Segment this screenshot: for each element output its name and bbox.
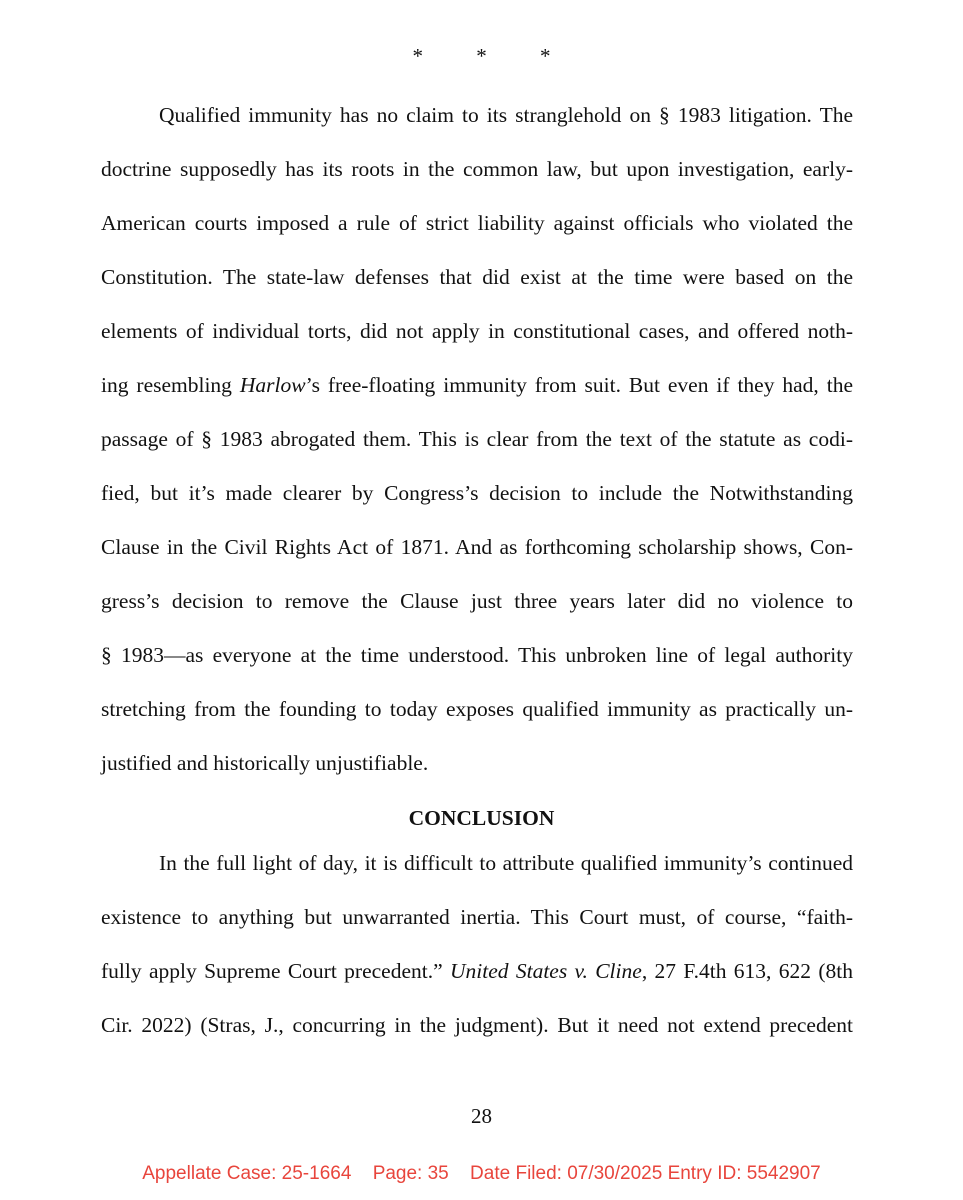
text-span: ’s free-floating immunity from suit. But even if they had, the <box>305 373 853 397</box>
case-name-harlow: Harlow <box>239 373 306 397</box>
section-heading: CONCLUSION <box>408 806 555 830</box>
text-line: Constitution. The state-law defenses that did exist at the time were based on the <box>101 265 853 289</box>
filing-page-number: Page: 35 <box>372 1163 449 1184</box>
text-line: stretching from the founding to today exposes qualified immunity as practically un- <box>101 697 853 721</box>
case-citation: United States v. Cline <box>449 959 642 983</box>
text-line: In the full light of day, it is difficult to attribute qualified immunity’s continued <box>159 851 853 875</box>
page-number: 28 <box>471 1104 492 1128</box>
text-line: elements of individual torts, did not apply in constitutional cases, and offered noth- <box>101 319 853 343</box>
text-span: fully apply Supreme Court precedent.” <box>101 959 450 983</box>
separator-star: * <box>476 44 487 68</box>
court-filing-footer <box>0 1164 963 1183</box>
text-span: ing resembling <box>101 373 240 397</box>
date-filed-entry-id: Date Filed: 07/30/2025 Entry ID: 5542907 <box>470 1163 821 1184</box>
text-line <box>101 961 853 983</box>
text-line: gress’s decision to remove the Clause just three years later did no violence to <box>101 589 853 613</box>
text-line: doctrine supposedly has its roots in the common law, but upon investigation, early- <box>101 157 853 181</box>
text-line: justified and historically unjustifiable. <box>101 751 429 775</box>
text-line <box>101 375 853 397</box>
text-line: Qualified immunity has no claim to its stranglehold on § 1983 litigation. The <box>159 103 853 127</box>
text-span: , 27 F.4th 613, 622 (8th <box>641 959 854 983</box>
text-line: Cir. 2022) (Stras, J., concurring in the judgment). But it need not extend precedent <box>101 1013 853 1037</box>
text-line: Clause in the Civil Rights Act of 1871. And as forthcoming scholarship shows, Con- <box>101 535 853 559</box>
text-line: fied, but it’s made clearer by Congress’s decision to include the Notwithstanding <box>101 481 853 505</box>
separator-star: * <box>412 44 423 68</box>
text-line: existence to anything but unwarranted inertia. This Court must, of course, “faith- <box>101 905 853 929</box>
text-line: § 1983—as everyone at the time understood. This unbroken line of legal authority <box>101 643 853 667</box>
separator-star: * <box>540 44 551 68</box>
appellate-case-number: Appellate Case: 25-1664 <box>142 1163 352 1184</box>
text-line: American courts imposed a rule of strict liability against officials who violated the <box>101 211 853 235</box>
text-line: passage of § 1983 abrogated them. This is clear from the text of the statute as codi- <box>101 427 853 451</box>
section-separator <box>0 44 963 69</box>
